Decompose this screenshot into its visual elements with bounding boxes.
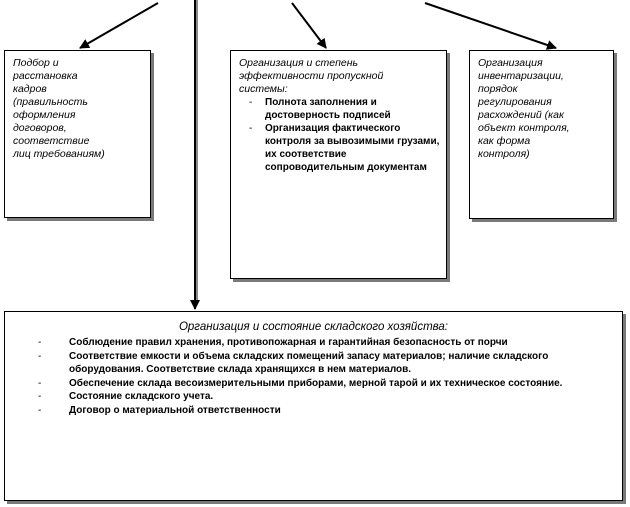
box-staff-selection: [4, 50, 151, 218]
list-item: - Соблюдение правил хранения, противопожарная и гарантийная безопасность от порчи: [15, 336, 612, 350]
list-item: - Полнота заполнения и достоверность подписей: [239, 96, 440, 122]
box-inventory: [469, 50, 614, 219]
box-warehouse: [4, 311, 623, 501]
list-item: - Состояние складского учета.: [15, 390, 612, 404]
list-item: - Организация фактического контроля за вывозимыми грузами, их соответствие сопроводительным документам: [239, 122, 440, 174]
list-item: - Обеспечение склада весоизмерительными приборами, мерной тарой и их техническое состояние.: [15, 377, 612, 391]
list-item: - Соответствие емкости и объема складских помещений запасу материалов; наличие складского оборудования. Соответствие склада хранящихся в нем материалов.: [15, 350, 612, 377]
box-access-control: [230, 50, 447, 279]
box-right-text: Организация инвентаризации, порядок регулирования расхождений (как объект контроля, как форма контроля): [478, 57, 570, 160]
list-item: - Договор о материальной ответственности: [15, 404, 612, 418]
box-bottom-title: Организация и состояние складского хозяйства:: [178, 321, 449, 333]
box-middle-list: [239, 96, 440, 174]
arrow-to-middle-box: [292, 3, 326, 48]
arrow-to-right-box: [425, 3, 556, 48]
box-left-text: Подбор и расстановка кадров (правильность оформления договоров, соответствие лиц требованиям): [13, 57, 105, 160]
arrow-to-left-box: [80, 3, 158, 48]
box-middle-title: Организация и степень эффективности пропускной системы:: [239, 57, 384, 95]
box-bottom-list: [15, 336, 612, 418]
